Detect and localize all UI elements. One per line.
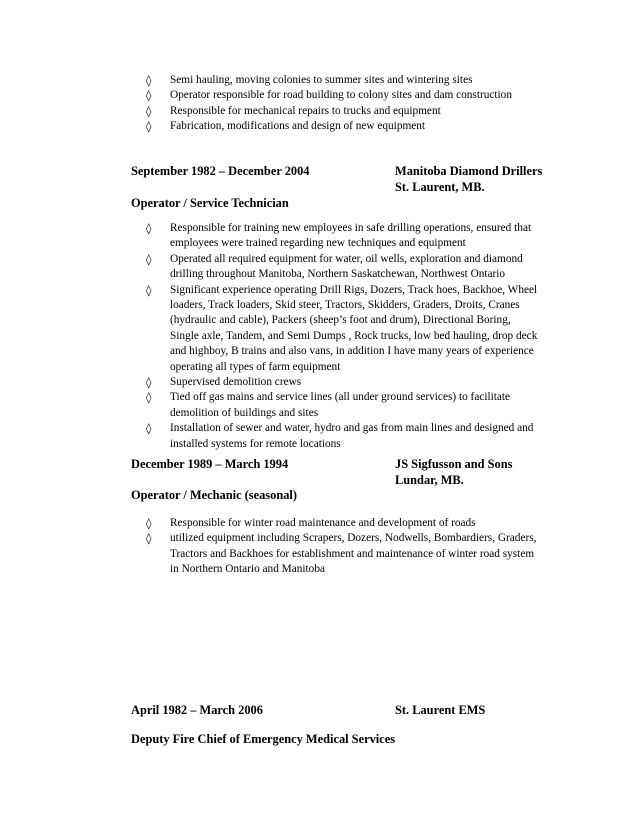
job-employer: JS Sigfusson and Sons	[395, 457, 513, 471]
job-dates: September 1982 – December 2004	[131, 164, 310, 178]
job-duties-list	[146, 516, 556, 578]
job-dates: December 1989 – March 1994	[131, 457, 289, 471]
list-item: ◊ Responsible for mechanical repairs to trucks and equipment	[146, 104, 441, 118]
list-item: ◊ Responsible for training new employees in safe drilling operations, ensured that employees were trained regarding new techniques and equipment	[146, 222, 532, 250]
job-employer: Manitoba Diamond Drillers	[395, 164, 543, 178]
job-dates: April 1982 – March 2006	[131, 703, 263, 717]
intro-bullet-list	[146, 73, 556, 135]
list-item: ◊ Responsible for winter road maintenance and development of roads	[146, 517, 476, 530]
list-item: ◊ Installation of sewer and water, hydro and gas from main lines and designed and installed systems for remote locations	[146, 422, 534, 450]
diamond-bullet-icon: ◊	[146, 222, 152, 235]
job-employer: St. Laurent EMS	[395, 703, 486, 717]
diamond-bullet-icon: ◊	[146, 89, 152, 103]
diamond-bullet-icon: ◊	[146, 252, 152, 266]
list-item: ◊ utilized equipment including Scrapers, Dozers, Nodwells, Bombardiers, Graders, Tractors and Backhoes for establishment and maintenance of winter road system in Northern Ontario and Manitoba	[146, 532, 537, 576]
diamond-bullet-icon: ◊	[146, 376, 152, 390]
list-item: ◊ Significant experience operating Drill Rigs, Dozers, Track hoes, Backhoe, Wheel loaders, Track loaders, Skid steer, Tractors, Skidders, Graders, Droits, Cranes (hydraulic and cable), Packers (sheep’s foot and drum), Directional Boring, Single axle, Tandem, and Semi Dumps , Rock trucks, low bed hauling, drop deck and highboy, B trains and also vans, in addition I have many years of experience operating all types of farm equipment	[146, 283, 538, 373]
diamond-bullet-icon: ◊	[146, 104, 152, 118]
diamond-bullet-icon: ◊	[146, 422, 152, 436]
list-item: ◊ Semi hauling, moving colonies to summer sites and wintering sites	[146, 74, 473, 87]
diamond-bullet-icon: ◊	[146, 517, 152, 530]
diamond-bullet-icon: ◊	[146, 74, 152, 87]
diamond-bullet-icon: ◊	[146, 391, 152, 405]
list-item: ◊ Operated all required equipment for water, oil wells, exploration and diamond drilling throughout Manitoba, Northern Saskatchewan, Northwest Ontario	[146, 252, 523, 281]
diamond-bullet-icon: ◊	[146, 120, 152, 134]
job-location: Lundar, MB.	[395, 473, 464, 487]
job-location: St. Laurent, MB.	[395, 180, 485, 194]
diamond-bullet-icon: ◊	[146, 532, 152, 546]
list-item: ◊ Tied off gas mains and service lines (all under ground services) to facilitate demolition of buildings and sites	[146, 391, 511, 419]
list-item: ◊ Operator responsible for road building to colony sites and dam construction	[146, 89, 512, 103]
job-title: Deputy Fire Chief of Emergency Medical Services	[131, 732, 396, 746]
job-title: Operator / Mechanic (seasonal)	[131, 488, 297, 502]
list-item: ◊ Supervised demolition crews	[146, 376, 302, 390]
diamond-bullet-icon: ◊	[146, 283, 152, 297]
job-duties-list	[146, 221, 556, 452]
job-title: Operator / Service Technician	[131, 196, 289, 210]
list-item: ◊ Fabrication, modifications and design of new equipment	[146, 120, 426, 134]
